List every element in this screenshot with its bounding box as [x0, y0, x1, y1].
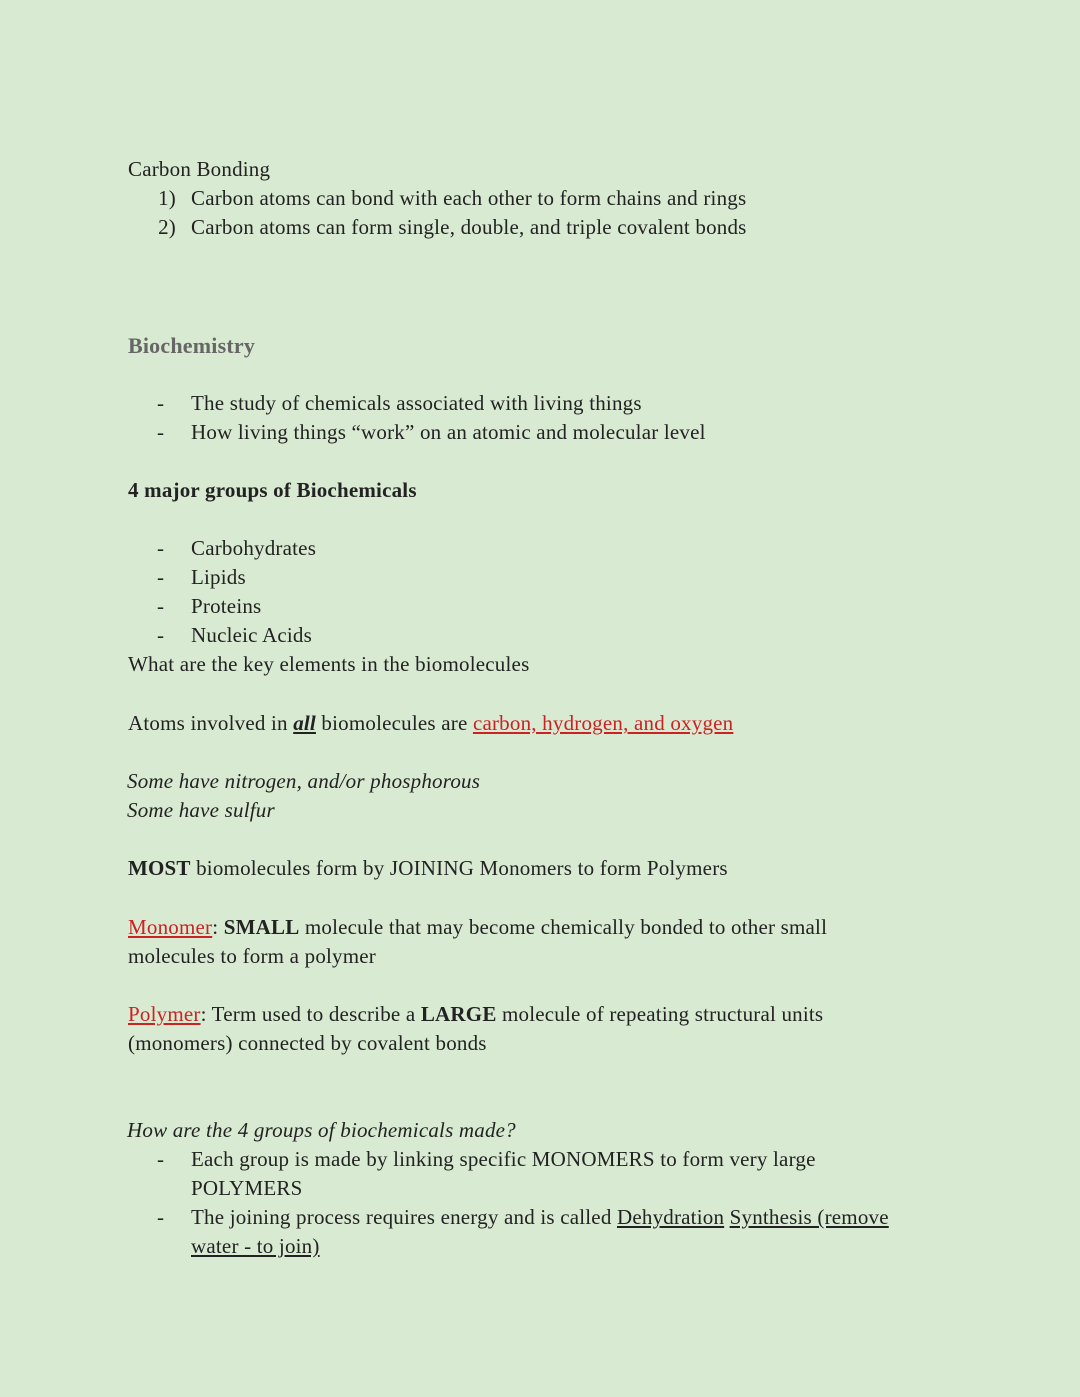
biochemistry-heading: Biochemistry: [128, 333, 256, 358]
key-elements-question: What are the key elements in the biomolecules: [128, 652, 530, 676]
how-question: How are the 4 groups of biochemicals made?: [127, 1118, 516, 1142]
atoms-sentence: [128, 709, 733, 738]
bullet-text: The study of chemicals associated with living things: [191, 391, 642, 415]
bullet-text-continued: water - to join): [191, 1234, 320, 1258]
bullet-dash: -: [157, 420, 165, 444]
polymer-term: Polymer: [128, 1002, 201, 1026]
bullet-text: How living things “work” on an atomic and molecular level: [191, 420, 706, 444]
bullet-text: [191, 1203, 889, 1232]
item-text: Carbon atoms can bond with each other to form chains and rings: [191, 186, 747, 210]
item-number: 2): [158, 215, 176, 239]
item-text: Carbon atoms can form single, double, and triple covalent bonds: [191, 215, 747, 239]
joining-prefix: The joining process requires energy and is called: [191, 1205, 617, 1229]
bullet-text: Each group is made by linking specific MONOMERS to form very large: [191, 1147, 816, 1171]
monomer-definition: [128, 913, 827, 942]
bullet-dash: -: [157, 536, 165, 560]
monomer-definition-line2: molecules to form a polymer: [128, 944, 376, 968]
bullet-dash: -: [157, 594, 165, 618]
polymer-definition-line2: (monomers) connected by covalent bonds: [128, 1031, 487, 1055]
bullet-text: Proteins: [191, 594, 262, 618]
polymer-definition: [128, 1000, 823, 1029]
monomer-bold: SMALL: [223, 915, 300, 939]
bullet-dash: -: [157, 1147, 165, 1171]
bullet-text-continued: POLYMERS: [191, 1176, 303, 1200]
bullet-dash: -: [157, 1205, 165, 1229]
bullet-dash: -: [157, 623, 165, 647]
some-line-2: Some have sulfur: [127, 798, 275, 822]
monomer-colon: :: [212, 915, 224, 939]
bullet-dash: -: [157, 391, 165, 415]
monomer-rest: molecule that may become chemically bonded to other small: [299, 915, 828, 939]
bullet-text: Carbohydrates: [191, 536, 317, 560]
some-line-1: Some have nitrogen, and/or phosphorous: [127, 769, 481, 793]
bullet-dash: -: [157, 565, 165, 589]
item-number: 1): [158, 186, 176, 210]
synthesis-text: Synthesis (remove: [729, 1205, 889, 1229]
atoms-prefix: Atoms involved in: [128, 711, 294, 735]
most-rest: biomolecules form by JOINING Monomers to form Polymers: [190, 856, 728, 880]
atoms-emphasis: all: [293, 711, 316, 735]
atoms-elements: carbon, hydrogen, and oxygen: [472, 711, 734, 735]
bullet-text: Nucleic Acids: [191, 623, 312, 647]
dehydration-word: Dehydration: [616, 1205, 725, 1229]
bullet-text: Lipids: [191, 565, 246, 589]
polymer-bold: LARGE: [420, 1002, 497, 1026]
monomer-term: Monomer: [128, 915, 213, 939]
groups-heading: 4 major groups of Biochemicals: [128, 478, 417, 502]
most-bold: MOST: [128, 856, 191, 880]
carbon-bonding-title: Carbon Bonding: [128, 157, 271, 181]
polymer-rest: molecule of repeating structural units: [496, 1002, 824, 1026]
atoms-middle: biomolecules are: [315, 711, 473, 735]
polymer-colon: : Term used to describe a: [200, 1002, 421, 1026]
most-sentence: [128, 854, 728, 883]
